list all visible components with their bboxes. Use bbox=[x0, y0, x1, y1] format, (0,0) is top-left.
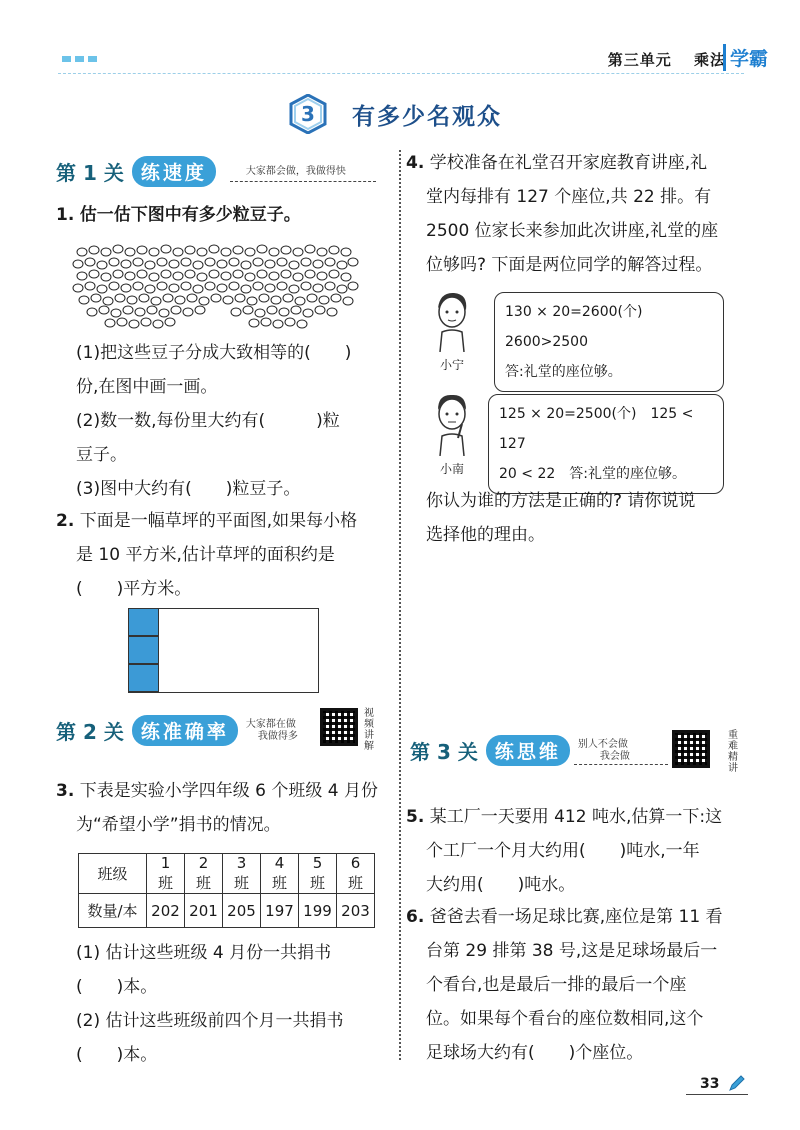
level-2-heading bbox=[56, 715, 298, 746]
level-3-note-line1: 别人不会做 bbox=[577, 738, 628, 750]
q6-line4: 位。如果每个看台的座位数相同,这个 bbox=[426, 1009, 704, 1029]
student-2-line2: 20 < 22 答:礼堂的座位够。 bbox=[499, 466, 686, 482]
table-cell: 1 班 bbox=[147, 854, 185, 894]
lawn-grid-cell bbox=[128, 664, 159, 692]
table-cell: 5 班 bbox=[299, 854, 337, 894]
q4-question bbox=[426, 484, 695, 552]
lesson-title bbox=[288, 94, 502, 134]
q5-line2: 个工厂一个月大约用( )吨水,一年 bbox=[426, 841, 700, 861]
table-cell: 201 bbox=[185, 894, 223, 928]
table-cell: 2 班 bbox=[185, 854, 223, 894]
header-rule bbox=[58, 73, 744, 74]
q1-part2-line2: 豆子。 bbox=[76, 445, 127, 465]
level-1-dash bbox=[230, 181, 376, 182]
student-2-answer bbox=[488, 394, 724, 494]
student-avatar-icon bbox=[432, 290, 472, 352]
lawn-grid-cell bbox=[128, 636, 159, 664]
table-cell: 197 bbox=[261, 894, 299, 928]
student-avatar-icon bbox=[432, 392, 472, 456]
q2-line1: 下面是一幅草坪的平面图,如果每小格 bbox=[79, 511, 358, 531]
qr-label-lecture: 重难精讲 bbox=[728, 730, 738, 774]
table-cell: 数量/本 bbox=[79, 894, 147, 928]
level-2-note bbox=[246, 719, 298, 743]
student-1-answer bbox=[494, 292, 724, 392]
q5-line1: 某工厂一天要用 412 吨水,估算一下:这 bbox=[429, 807, 723, 827]
unit-label: 第三单元 bbox=[607, 51, 672, 69]
level-3-note bbox=[578, 739, 630, 763]
q5-number: 5. bbox=[406, 807, 425, 827]
q6-number: 6. bbox=[406, 907, 425, 927]
table-cell: 202 bbox=[147, 894, 185, 928]
level-1-heading bbox=[56, 156, 346, 187]
table-cell: 3 班 bbox=[223, 854, 261, 894]
q2-line2: 是 10 平方米,估计草坪的面积约是 bbox=[76, 545, 335, 565]
student-1-line2: 答:礼堂的座位够。 bbox=[505, 364, 622, 380]
level-1-label: 第 1 关 bbox=[56, 161, 124, 185]
q5-line3: 大约用( )吨水。 bbox=[426, 875, 576, 895]
lesson-number: 3 bbox=[301, 102, 315, 126]
level-3-label: 第 3 关 bbox=[410, 740, 478, 764]
q4-ask-line1: 你认为谁的方法是正确的? 请你说说 bbox=[426, 491, 696, 511]
q3-part1-line2: ( )本。 bbox=[76, 977, 158, 997]
q3-part2-line1: (2) 估计这些班级前四个月一共捐书 bbox=[76, 1011, 344, 1031]
q3-parts bbox=[76, 936, 343, 1072]
footer-rule bbox=[686, 1094, 748, 1095]
table-row bbox=[79, 894, 375, 928]
level-3-note-line2: 我会做 bbox=[599, 750, 630, 762]
donation-table bbox=[78, 853, 375, 928]
q1-number: 1. bbox=[56, 205, 75, 225]
q6-line3: 个看台,也是最后一排的最后一个座 bbox=[426, 975, 687, 995]
student-2-line1: 125 × 20=2500(个) 125 < 127 bbox=[499, 406, 694, 452]
q4-number: 4. bbox=[406, 153, 425, 173]
level-2-pill: 练准确率 bbox=[132, 715, 238, 746]
topic-label: 乘法 bbox=[693, 51, 726, 69]
q1-text: 估一估下图中有多少粒豆子。 bbox=[79, 205, 301, 225]
q1-part2-line1: (2)数一数,每份里大约有( )粒 bbox=[76, 411, 340, 431]
header-dots bbox=[62, 56, 97, 62]
question-3 bbox=[56, 774, 378, 842]
q3-line2: 为“希望小学”捐书的情况。 bbox=[76, 815, 281, 835]
table-cell: 班级 bbox=[79, 854, 147, 894]
qr-label-video: 视频讲解 bbox=[364, 708, 374, 752]
table-header-row bbox=[79, 854, 375, 894]
level-2-note-line1: 大家都在做 bbox=[245, 718, 296, 730]
level-3-dash bbox=[574, 764, 668, 765]
page-number: 33 bbox=[700, 1076, 720, 1092]
level-2-label: 第 2 关 bbox=[56, 720, 124, 744]
q3-part1-line1: (1) 估计这些班级 4 月份一共捐书 bbox=[76, 943, 332, 963]
header-unit bbox=[592, 49, 726, 70]
student-1-name: 小宁 bbox=[439, 358, 464, 372]
q1-part1-line2: 份,在图中画一画。 bbox=[76, 377, 218, 397]
student-1-line1: 130 × 20=2600(个) 2600>2500 bbox=[505, 304, 657, 350]
q6-line2: 台第 29 排第 38 号,这是足球场最后一 bbox=[426, 941, 718, 961]
question-1 bbox=[56, 198, 301, 232]
qr-code-icon[interactable] bbox=[672, 730, 710, 768]
brand-logo: 学霸 bbox=[723, 44, 768, 71]
qr-code-icon[interactable] bbox=[320, 708, 358, 746]
table-cell: 199 bbox=[299, 894, 337, 928]
q2-line3: ( )平方米。 bbox=[76, 579, 192, 599]
q4-line3: 2500 位家长来参加此次讲座,礼堂的座 bbox=[426, 221, 719, 241]
q4-line4: 位够吗? 下面是两位同学的解答过程。 bbox=[426, 255, 713, 275]
q4-line1: 学校准备在礼堂召开家庭教育讲座,礼 bbox=[429, 153, 708, 173]
q1-part3: (3)图中大约有( )粒豆子。 bbox=[76, 479, 301, 499]
q6-line5: 足球场大约有( )个座位。 bbox=[426, 1043, 644, 1063]
q6-line1: 爸爸去看一场足球比赛,座位是第 11 看 bbox=[429, 907, 723, 927]
level-1-pill: 练速度 bbox=[132, 156, 216, 187]
pencil-icon bbox=[728, 1074, 746, 1092]
student-2-name: 小南 bbox=[439, 462, 464, 476]
lesson-badge bbox=[288, 94, 328, 134]
level-2-note-line2: 我做得多 bbox=[257, 730, 298, 742]
lawn-grid-cell bbox=[128, 608, 159, 636]
q1-part1 bbox=[76, 336, 351, 506]
q2-number: 2. bbox=[56, 511, 75, 531]
question-5 bbox=[406, 800, 722, 902]
question-4 bbox=[406, 146, 718, 282]
level-3-heading bbox=[410, 735, 630, 766]
question-6 bbox=[406, 900, 723, 1070]
column-divider bbox=[399, 150, 401, 1060]
question-2 bbox=[56, 504, 357, 606]
q4-ask-line2: 选择他的理由。 bbox=[426, 525, 545, 545]
beans-image bbox=[70, 240, 360, 330]
page-header bbox=[0, 0, 800, 75]
q4-line2: 堂内每排有 127 个座位,共 22 排。有 bbox=[426, 187, 712, 207]
q3-line1: 下表是实验小学四年级 6 个班级 4 月份 bbox=[79, 781, 378, 801]
table-cell: 205 bbox=[223, 894, 261, 928]
table-cell: 4 班 bbox=[261, 854, 299, 894]
q3-part2-line2: ( )本。 bbox=[76, 1045, 158, 1065]
lesson-heading: 有多少名观众 bbox=[352, 103, 502, 130]
q3-number: 3. bbox=[56, 781, 75, 801]
level-1-note: 大家都会做，我做得快 bbox=[245, 165, 346, 177]
level-3-pill: 练思维 bbox=[486, 735, 570, 766]
table-cell: 6 班 bbox=[337, 854, 375, 894]
q1-part1-line1: (1)把这些豆子分成大致相等的( ) bbox=[76, 343, 352, 363]
table-cell: 203 bbox=[337, 894, 375, 928]
